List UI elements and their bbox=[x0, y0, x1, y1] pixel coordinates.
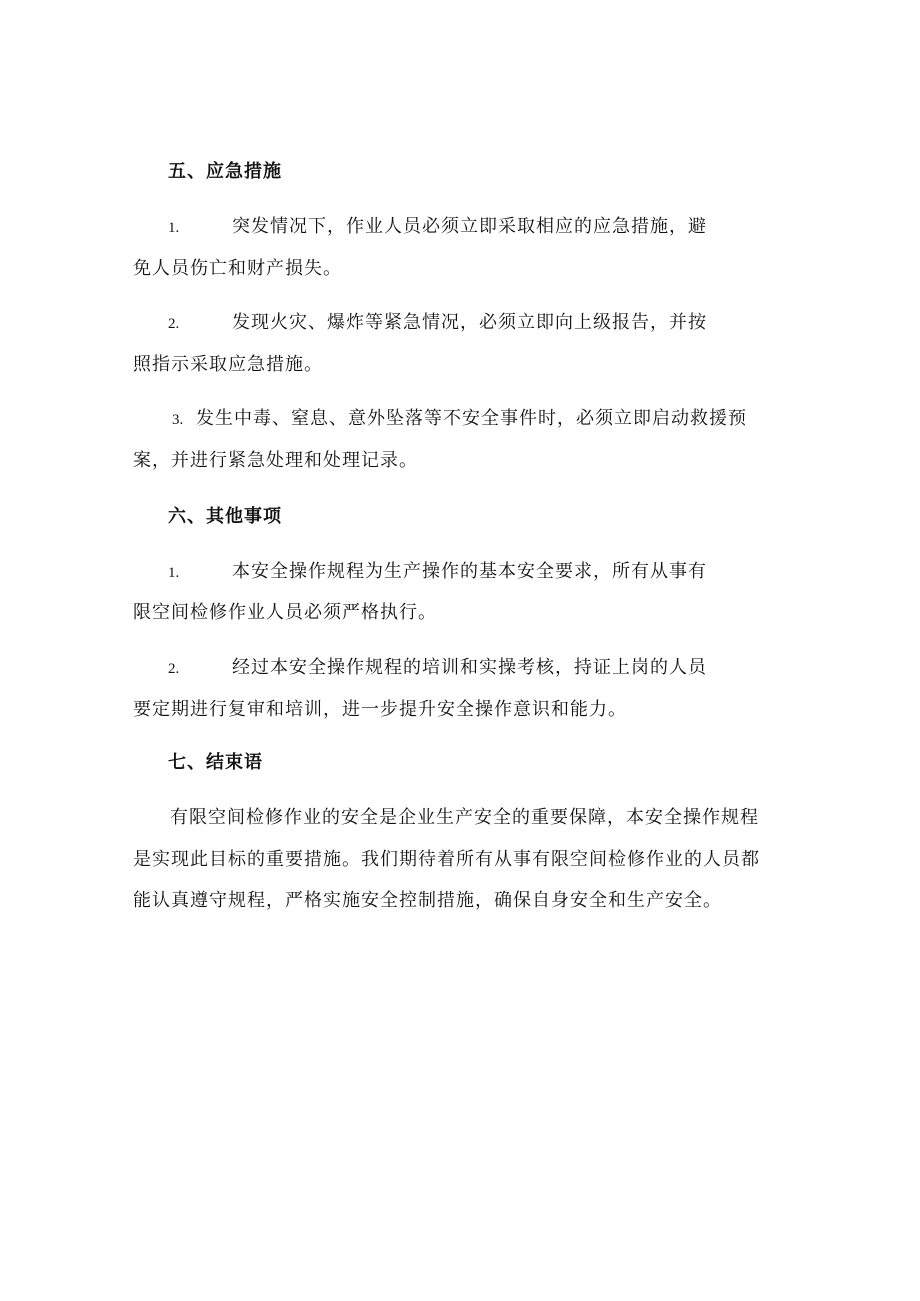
item-text-line2: 限空间检修作业人员必须严格执行。 bbox=[133, 602, 437, 623]
conclusion-line-2: 是实现此目标的重要措施。我们期待着所有从事有限空间检修作业的人员都 bbox=[133, 849, 760, 870]
section-heading-conclusion: 七、结束语 bbox=[168, 752, 263, 773]
item-text-line1: 经过本安全操作规程的培训和实操考核，持证上岗的人员 bbox=[232, 657, 707, 678]
item-text-line1: 本安全操作规程为生产操作的基本安全要求，所有从事有 bbox=[232, 561, 707, 582]
item-number: 2. bbox=[168, 661, 180, 677]
item-text-line1: 发现火灾、爆炸等紧急情况，必须立即向上级报告，并按 bbox=[232, 312, 707, 333]
section-heading-other: 六、其他事项 bbox=[168, 506, 282, 527]
item-number: 1. bbox=[168, 220, 180, 236]
section-heading-emergency: 五、应急措施 bbox=[168, 161, 282, 182]
item-number: 1. bbox=[168, 565, 180, 581]
conclusion-line-3: 能认真遵守规程，严格实施安全控制措施，确保自身安全和生产安全。 bbox=[133, 890, 722, 911]
item-number: 2. bbox=[168, 316, 180, 332]
item-text-line2: 免人员伤亡和财产损失。 bbox=[133, 258, 342, 279]
item-text-line2: 要定期进行复审和培训，进一步提升安全操作意识和能力。 bbox=[133, 699, 627, 720]
item-text-line1: 突发情况下，作业人员必须立即采取相应的应急措施，避 bbox=[232, 216, 707, 237]
item-text-line2: 案，并进行紧急处理和处理记录。 bbox=[133, 450, 418, 471]
conclusion-line-1: 有限空间检修作业的安全是企业生产安全的重要保障，本安全操作规程 bbox=[170, 807, 759, 828]
item-text-line2: 照指示采取应急措施。 bbox=[133, 354, 323, 375]
item-number: 3. bbox=[172, 412, 184, 428]
item-text-line1: 发生中毒、窒息、意外坠落等不安全事件时，必须立即启动救援预 bbox=[196, 408, 747, 429]
